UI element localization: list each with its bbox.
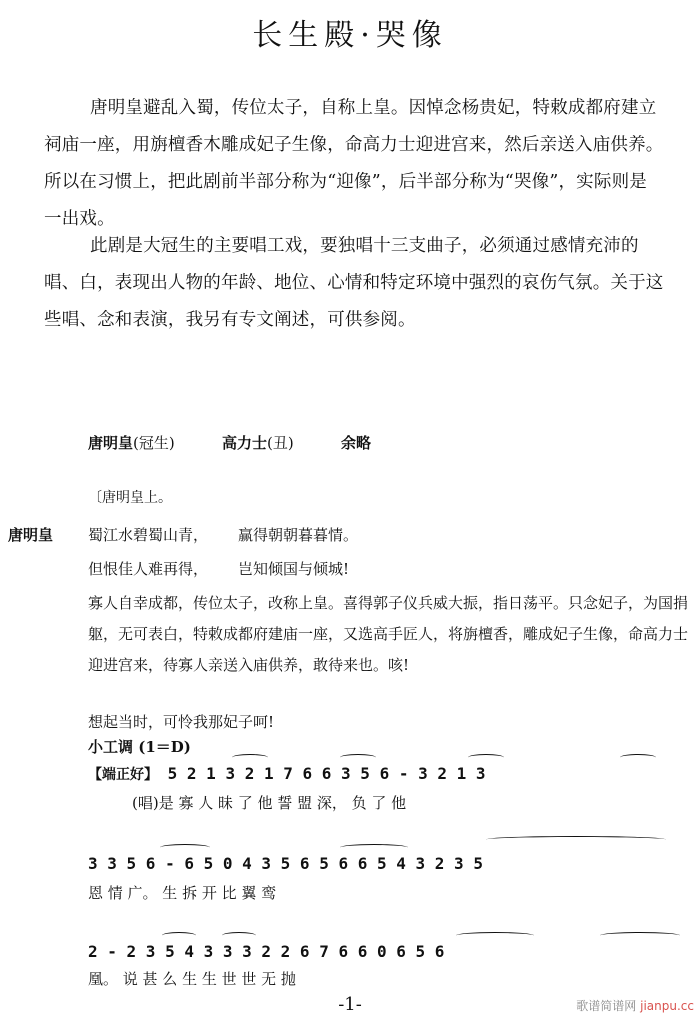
cast-role: (丑) xyxy=(266,434,294,452)
cast-role: (冠生) xyxy=(133,434,175,452)
tune-name: 【端正好】 xyxy=(88,767,158,783)
slur-mark xyxy=(620,754,656,761)
intro-paragraph-2-text: 此剧是大冠生的主要唱工戏，要独唱十三支曲子，必须通过感情充沛的唱、白，表现出人物的年龄、地位、心情和特定环境中强烈的哀伤气氛。关于这些唱、念和表演，我另有专文阐述，可供参阅。 xyxy=(44,236,664,330)
score-lyrics-row-3: 凰。 说 甚 么 生 生 世 世 无 抛 xyxy=(88,970,296,988)
page-title: 长生殿·哭像 xyxy=(252,18,448,53)
watermark-url: jianpu.cc xyxy=(640,999,694,1013)
spoken-monologue: 寡人自幸成都，传位太子，改称上皇。喜得郭子仪兵威大振，指日荡平。只念妃子，为国捐躯，无可表白，特敕成都府建庙一座，又选高手匠人，将旃檀香，雕成妃子生像，命高力士迎进宫来，待寡人亲送入庙供养，敢待来也。咳! xyxy=(88,594,689,674)
speaker-name: 唐明皇 xyxy=(8,526,54,544)
slur-mark xyxy=(340,844,408,851)
slur-mark xyxy=(222,932,256,939)
site-watermark xyxy=(576,997,694,1014)
slur-mark xyxy=(486,836,666,843)
cast-name: 唐明皇 xyxy=(88,434,134,452)
slur-mark xyxy=(600,932,680,939)
slur-mark xyxy=(456,932,534,939)
slur-mark xyxy=(162,932,196,939)
score-notes-row-3: 2 - 2 3 5 4 3 3 3 2 2 6 7 6 6 0 6 5 6 xyxy=(88,942,445,961)
spoken-sigh: 想起当时，可怜我那妃子呵! xyxy=(88,713,275,731)
score-lyrics-row-2: 恩 情 广。 生 拆 开 比 翼 鸾 xyxy=(88,884,277,902)
verse-half: 赢得朝朝暮暮情。 xyxy=(238,526,359,544)
verse-half: 但恨佳人难再得， xyxy=(88,560,209,578)
intro-paragraph-2 xyxy=(44,228,664,339)
verse-line-1 xyxy=(88,524,358,545)
verse-line-2 xyxy=(88,558,349,579)
score-notes-row-2: 3 3 5 6 - 6 5 0 4 3 5 6 5 6 6 5 4 3 2 3 5 xyxy=(88,854,483,873)
verse-half: 岂知倾国与倾城! xyxy=(238,560,350,578)
cast-others: 余略 xyxy=(340,434,371,452)
score-notes-row-1 xyxy=(88,764,486,784)
notation-text: 5 2 1 3 2 1 7 6 6 3 5 6 - 3 2 1 3 xyxy=(167,764,486,783)
verse-half: 蜀江水碧蜀山青， xyxy=(88,526,209,544)
cast-entry-2 xyxy=(222,434,294,452)
cast-name: 高力士 xyxy=(221,434,267,452)
slur-mark xyxy=(340,754,376,761)
slur-mark xyxy=(232,754,268,761)
intro-paragraph-1-text: 唐明皇避乱入蜀，传位太子，自称上皇。因悼念杨贵妃，特敕成都府建立祠庙一座，用旃檀香木雕成妃子生像，命高力士迎进宫来，然后亲送入庙供养。所以在习惯上，把此剧前半部分称为“迎像”，后半部分称为“哭像”，实际则是一出戏。 xyxy=(44,98,664,229)
cast-list xyxy=(88,432,413,453)
score-lyrics-row-1: (唱)是 寡 人 昧 了 他 誓 盟 深， 负 了 他 xyxy=(132,794,407,812)
intro-paragraph-1 xyxy=(44,90,664,238)
watermark-site-name: 歌谱简谱网 xyxy=(576,999,637,1013)
page-number: -1- xyxy=(338,994,362,1015)
stage-direction: 〔唐明皇上。 xyxy=(88,490,172,506)
slur-mark xyxy=(468,754,504,761)
slur-mark xyxy=(160,844,210,851)
cast-entry-1 xyxy=(88,434,175,452)
key-signature: 小工调 (1＝D) xyxy=(88,738,191,756)
